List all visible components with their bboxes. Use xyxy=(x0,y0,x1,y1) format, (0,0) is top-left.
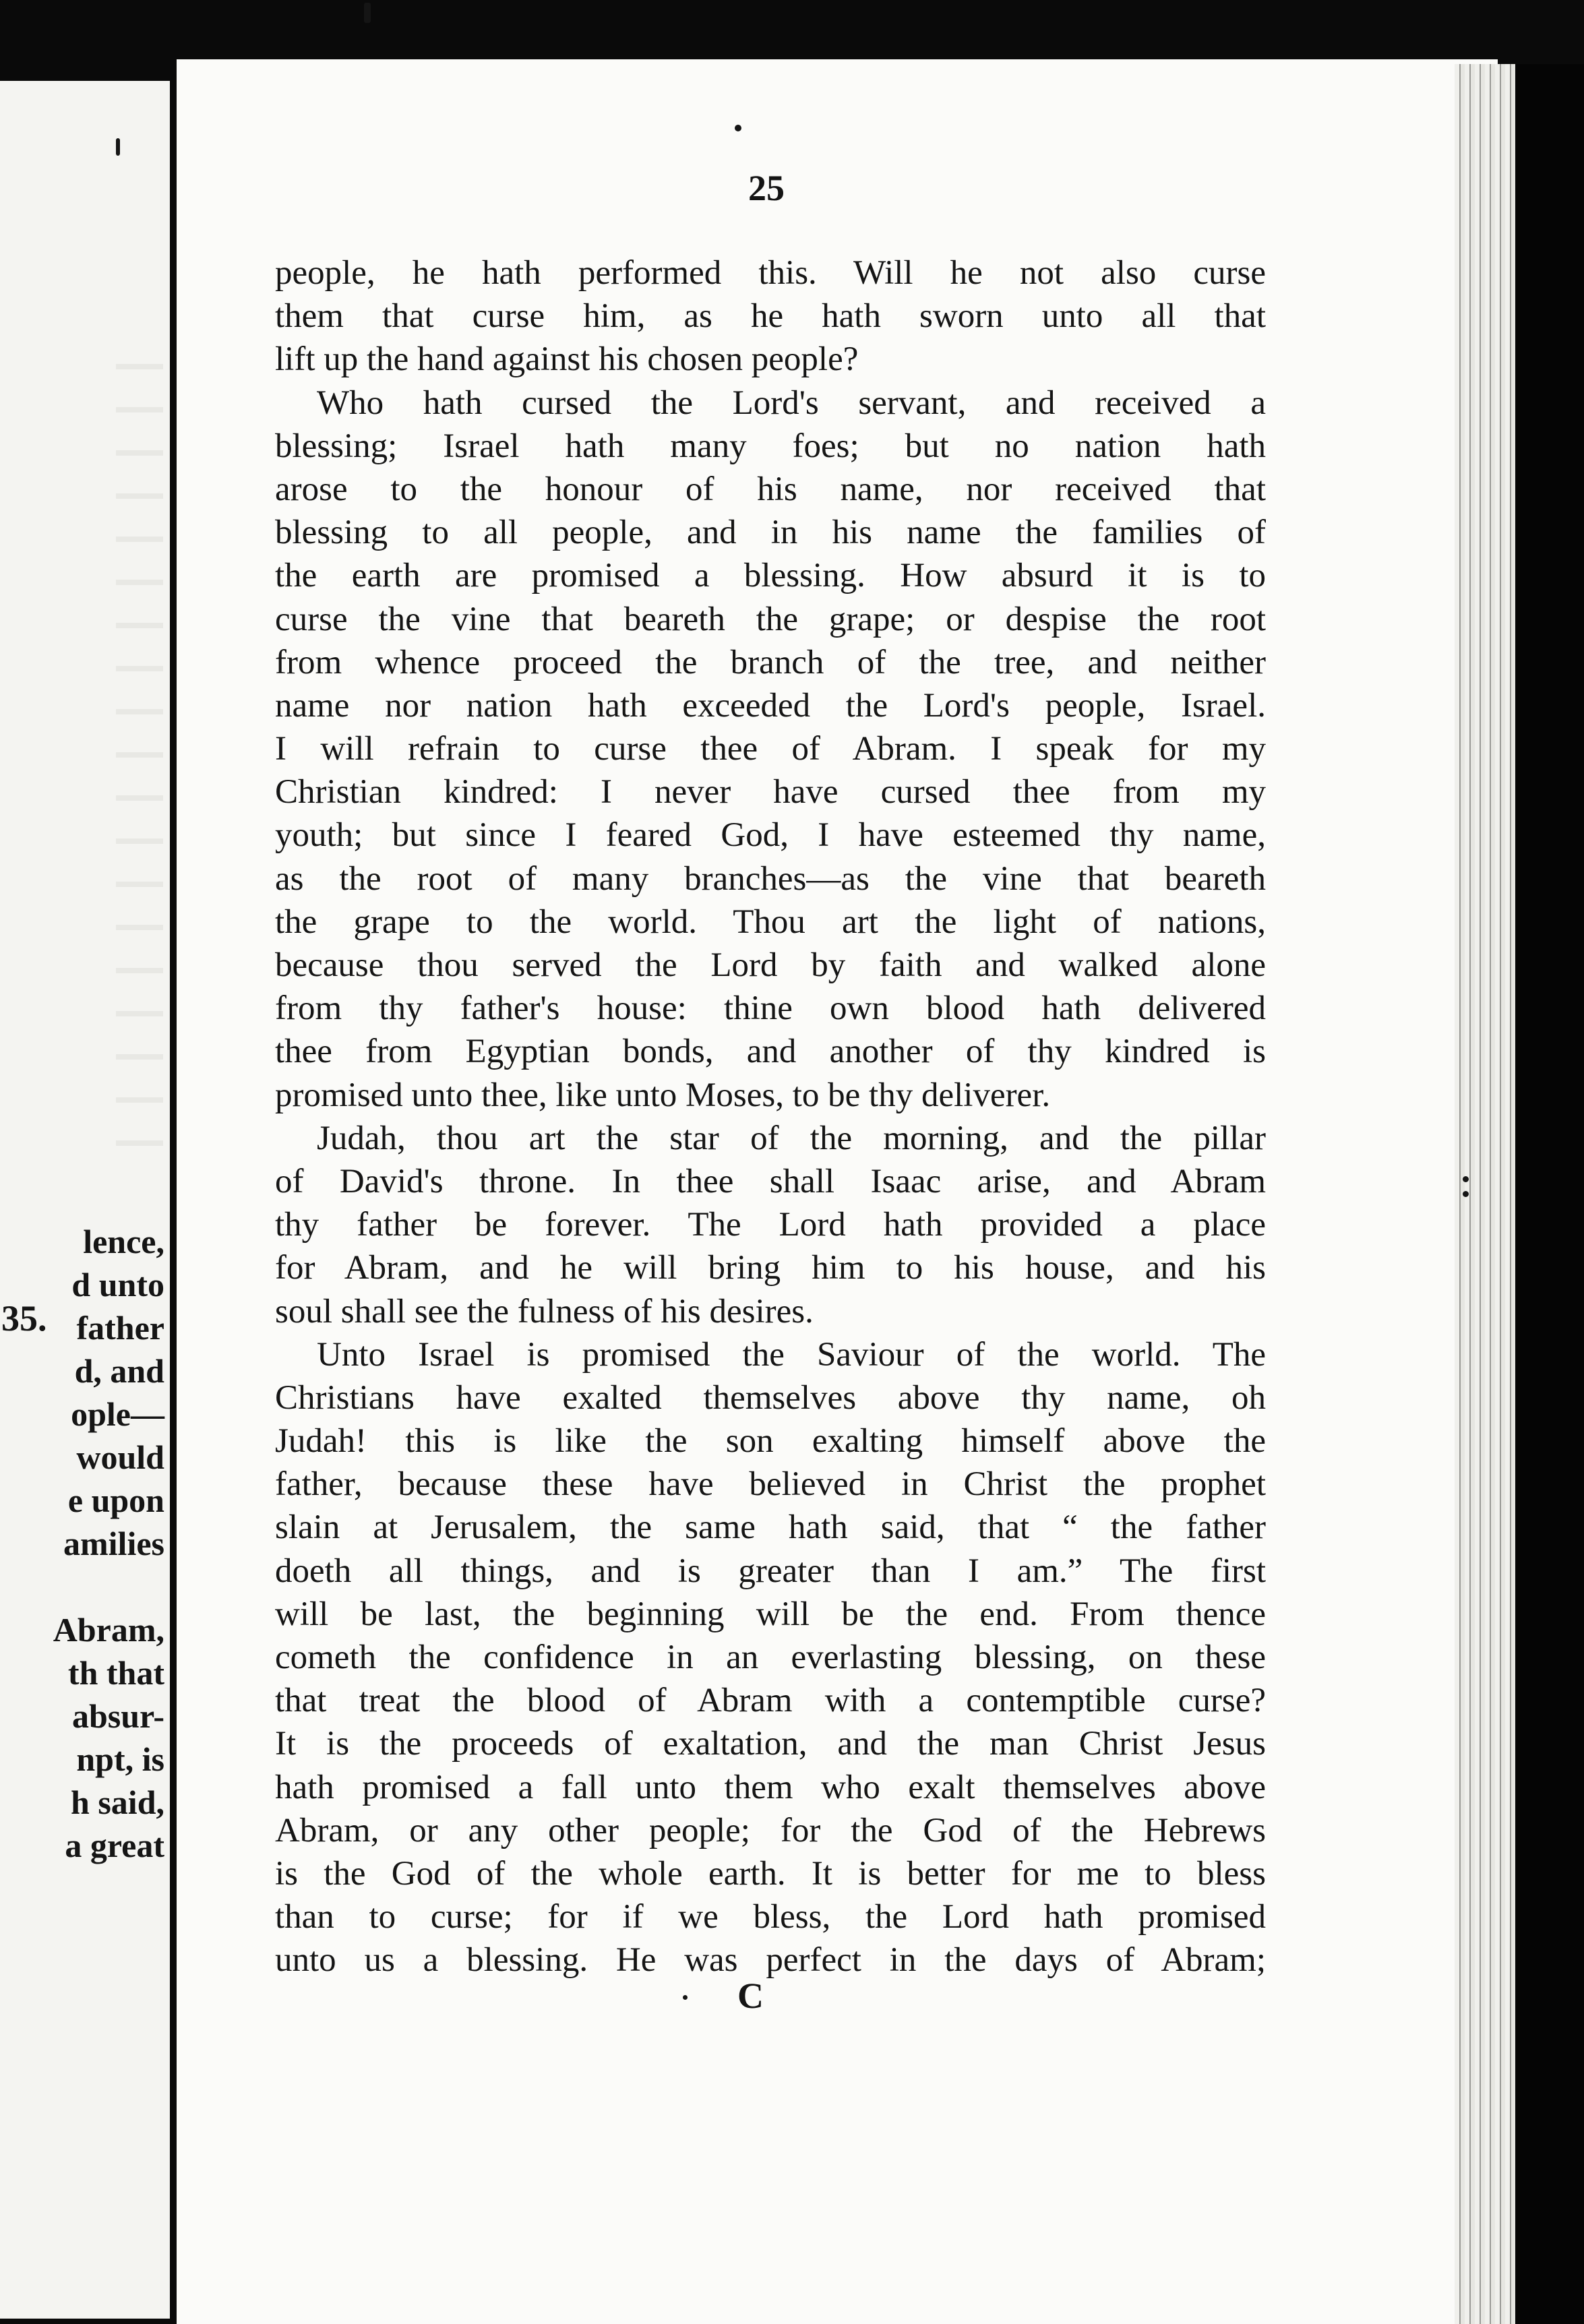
text-line: curse the vine that beareth the grape; or despise the root xyxy=(275,600,1266,638)
page-number: 25 xyxy=(748,168,785,208)
text-line: doeth all things, and is greater than I am.” The first xyxy=(275,1552,1266,1590)
text-line: thy father be forever. The Lord hath provided a place xyxy=(275,1206,1266,1244)
facing-page-line-fragment: h said, xyxy=(71,1783,164,1821)
facing-page-line-fragment: d unto xyxy=(71,1266,164,1304)
facing-page-line-fragment: lence, xyxy=(83,1223,164,1260)
facing-page-line-fragment: absur- xyxy=(71,1697,164,1735)
facing-page-line-fragment: ople— xyxy=(71,1395,164,1433)
text-line: them that curse him, as he hath sworn unto all that xyxy=(275,297,1266,336)
facing-page-bleed-through xyxy=(116,337,163,1146)
text-line: than to curse; for if we bless, the Lord hath promised xyxy=(275,1898,1266,1936)
text-line: name nor nation hath exceeded the Lord's people, Israel. xyxy=(275,686,1266,725)
ink-speck xyxy=(1463,1176,1469,1182)
text-line: Judah! this is like the son exalting himself above the xyxy=(275,1422,1266,1461)
text-line: thee from Egyptian bonds, and another of thy kindred is xyxy=(275,1033,1266,1071)
text-line: from thy father's house: thine own blood hath delivered xyxy=(275,989,1266,1028)
facing-page-number-fragment: 35. xyxy=(1,1298,47,1339)
text-line: because thou served the Lord by faith and walked alone xyxy=(275,946,1266,984)
text-line: arose to the honour of his name, nor received that xyxy=(275,470,1266,508)
body-text xyxy=(275,251,1266,1982)
text-line: It is the proceeds of exaltation, and the man Christ Jesus xyxy=(275,1725,1266,1763)
text-line: lift up the hand against his chosen people? xyxy=(275,340,859,379)
text-line: blessing to all people, and in his name the families of xyxy=(275,514,1266,552)
signature-mark: C xyxy=(737,1976,764,2016)
text-line: that treat the blood of Abram with a contemptible curse? xyxy=(275,1682,1266,1720)
facing-page-line-fragment: Abram, xyxy=(53,1611,164,1649)
facing-page-line-fragment: th that xyxy=(67,1654,164,1692)
facing-page-line-fragment: amilies xyxy=(63,1525,164,1562)
ink-speck xyxy=(116,138,120,156)
facing-page-text-fragments xyxy=(53,1220,164,1867)
facing-page-line-fragment: father xyxy=(76,1309,164,1347)
text-line: the grape to the world. Thou art the light of nations, xyxy=(275,903,1266,941)
text-line: cometh the confidence in an everlasting blessing, on these xyxy=(275,1639,1266,1676)
text-line: the earth are promised a blessing. How absurd it is to xyxy=(275,557,1266,595)
text-line: soul shall see the fulness of his desires. xyxy=(275,1292,814,1331)
facing-page-line-fragment: would xyxy=(76,1438,164,1476)
facing-page-line-fragment: d, and xyxy=(74,1352,164,1390)
text-line: Christians have exalted themselves above thy name, oh xyxy=(275,1378,1266,1417)
scan-border xyxy=(1515,64,1584,2324)
text-line: blessing; Israel hath many foes; but no nation hath xyxy=(275,427,1266,465)
text-line: youth; but since I feared God, I have esteemed thy name, xyxy=(275,816,1266,855)
text-line: Christian kindred: I never have cursed thee from my xyxy=(275,773,1266,812)
text-line: Who hath cursed the Lord's servant, and received a xyxy=(317,384,1266,422)
facing-page-line-fragment: a great xyxy=(65,1827,164,1864)
text-line: hath promised a fall unto them who exalt themselves above xyxy=(275,1768,1266,1806)
text-line: for Abram, and he will bring him to his house, and his xyxy=(275,1249,1266,1287)
text-line: slain at Jerusalem, the same hath said, that “ the father xyxy=(275,1508,1266,1547)
text-line: promised unto thee, like unto Moses, to be thy deliverer. xyxy=(275,1076,1051,1114)
facing-page-line-fragment: npt, is xyxy=(76,1740,164,1778)
ink-speck xyxy=(683,1995,688,2000)
text-line: father, because these have believed in Christ the prophet xyxy=(275,1465,1266,1504)
text-line: I will refrain to curse thee of Abram. I speak for my xyxy=(275,730,1266,768)
text-line: will be last, the beginning will be the end. From thence xyxy=(275,1595,1266,1633)
ink-speck xyxy=(735,125,741,131)
text-line: people, he hath performed this. Will he not also curse xyxy=(275,254,1266,292)
facing-page xyxy=(0,81,170,2319)
text-line: Judah, thou art the star of the morning, and the pillar xyxy=(317,1119,1266,1157)
text-line: unto us a blessing. He was perfect in the days of Abram; xyxy=(275,1941,1266,1980)
facing-page-line-fragment xyxy=(53,1565,164,1608)
text-line: is the God of the whole earth. It is better for me to bless xyxy=(275,1854,1266,1893)
text-line: as the root of many branches—as the vine that beareth xyxy=(275,859,1266,898)
text-line: from whence proceed the branch of the tree, and neither xyxy=(275,643,1266,681)
facing-page-line-fragment: e upon xyxy=(67,1481,164,1519)
ink-speck xyxy=(1463,1191,1469,1197)
ink-speck xyxy=(364,3,371,23)
text-line: Abram, or any other people; for the God of the Hebrews xyxy=(275,1811,1266,1849)
text-line: Unto Israel is promised the Saviour of the world. The xyxy=(317,1335,1266,1374)
text-line: of David's throne. In thee shall Isaac arise, and Abram xyxy=(275,1162,1266,1200)
